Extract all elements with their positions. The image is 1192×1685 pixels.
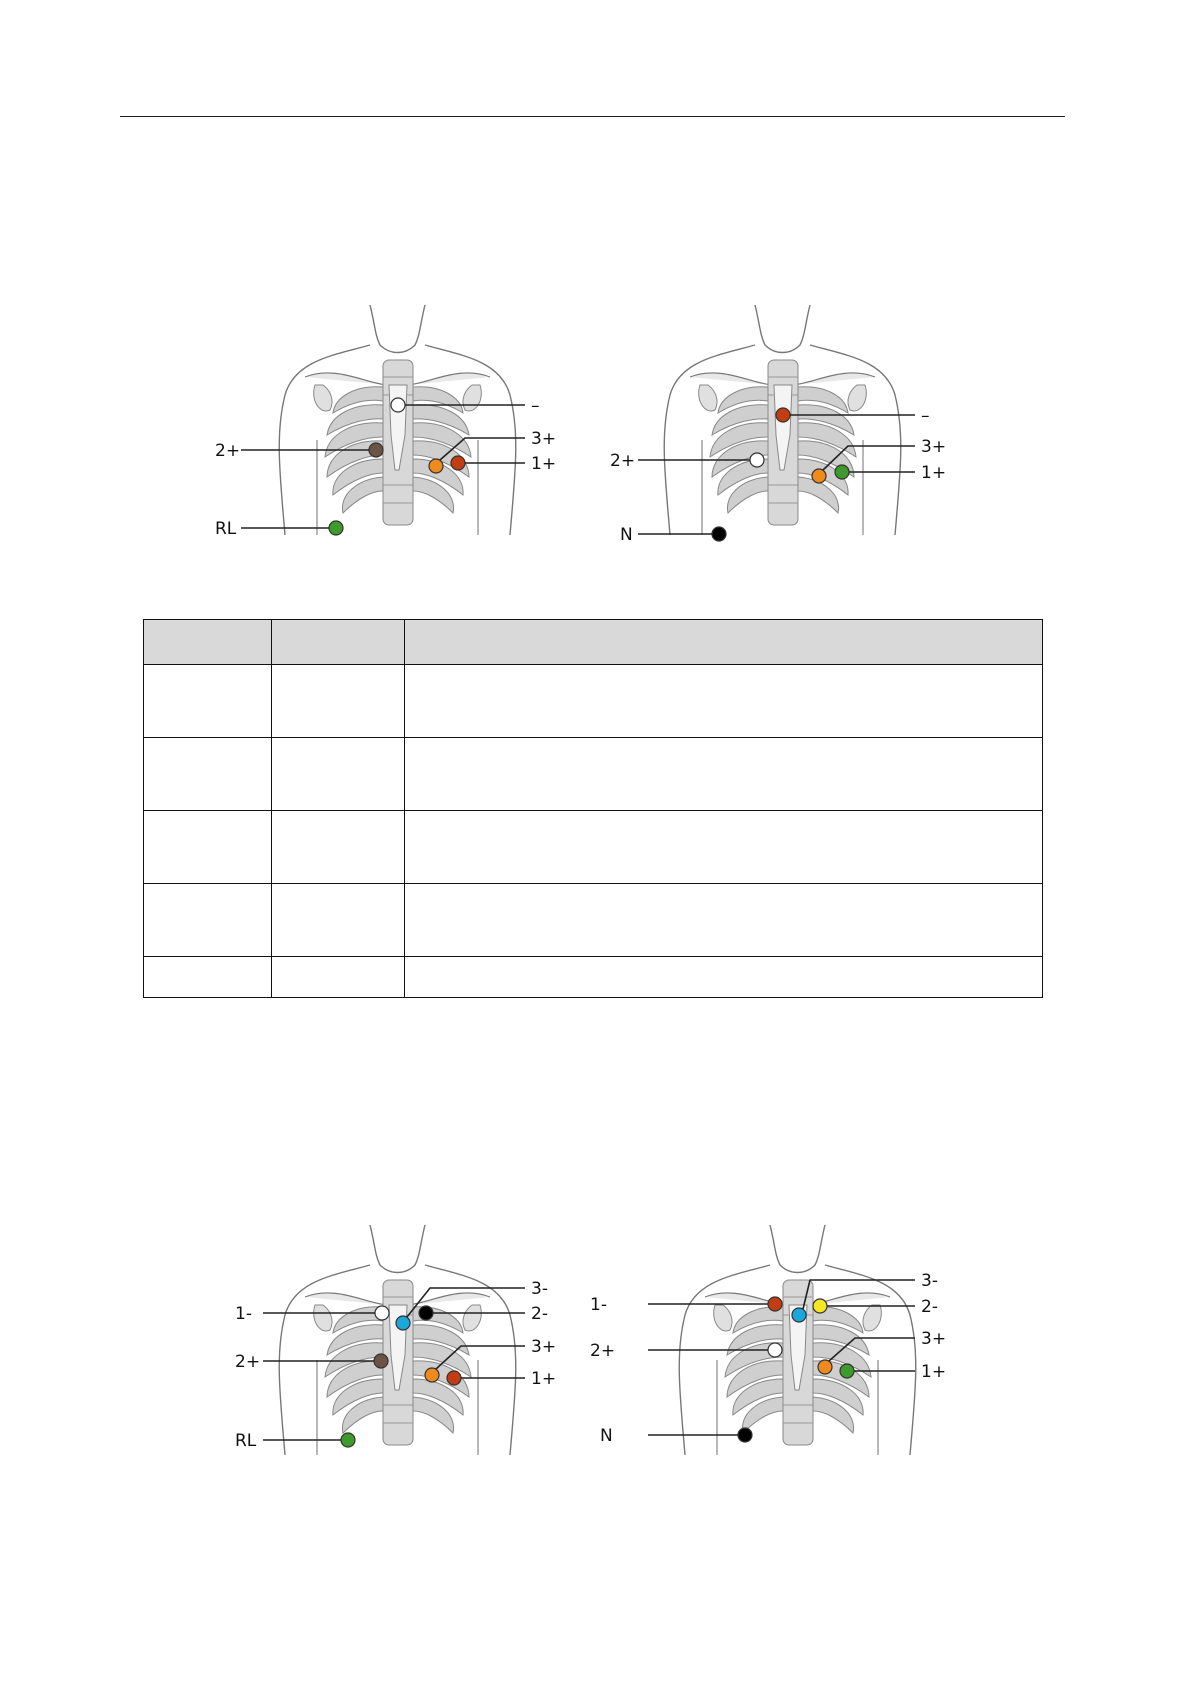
electrode-1minus — [768, 1297, 782, 1311]
figure-bottom-right — [590, 1225, 980, 1470]
table-row — [144, 884, 1043, 957]
lead-label: 2- — [531, 1304, 548, 1324]
electrode-3plus — [425, 1368, 439, 1382]
lead-label: 3+ — [921, 437, 947, 457]
electrode-diagram — [610, 305, 970, 555]
lead-label: RL — [235, 1431, 257, 1451]
lead-label: 2+ — [590, 1341, 616, 1361]
electrode-2plus — [768, 1343, 782, 1357]
lead-label: N — [600, 1426, 613, 1446]
electrode-1plus — [447, 1371, 461, 1385]
electrode-3minus — [396, 1316, 410, 1330]
lead-label: 1+ — [921, 1362, 947, 1382]
electrode-3minus — [792, 1308, 806, 1322]
electrode-3plus — [429, 459, 443, 473]
table-cell — [405, 957, 1043, 998]
electrode-2plus — [374, 1354, 388, 1368]
table-header-cell — [144, 620, 272, 665]
table-cell — [272, 738, 405, 811]
electrode-diagram — [235, 1225, 595, 1470]
lead-label: – — [921, 406, 930, 426]
lead-label: – — [531, 396, 540, 416]
electrode-diagram — [215, 305, 595, 545]
lead-label: 3+ — [531, 429, 557, 449]
lead-label: 3+ — [921, 1329, 947, 1349]
electrode-n — [738, 1428, 752, 1442]
figure-bottom-left — [235, 1225, 595, 1470]
electrode-2plus — [369, 443, 383, 457]
electrode-1minus — [375, 1306, 389, 1320]
electrode-2plus — [750, 453, 764, 467]
lead-label: 2+ — [610, 451, 636, 471]
table-row — [144, 738, 1043, 811]
table-header-row — [144, 620, 1043, 665]
lead-label: 1+ — [531, 454, 557, 474]
lead-label: 2- — [921, 1297, 938, 1317]
electrode-3plus — [818, 1360, 832, 1374]
electrode-2minus — [419, 1306, 433, 1320]
lead-label: 3+ — [531, 1337, 557, 1357]
electrode-1plus — [451, 456, 465, 470]
electrode-2minus — [813, 1299, 827, 1313]
electrode-1plus — [835, 465, 849, 479]
figure-top-left — [215, 305, 595, 545]
electrode-minus — [391, 398, 405, 412]
electrode-rl — [329, 521, 343, 535]
lead-label: 1+ — [921, 463, 947, 483]
table-cell — [405, 738, 1043, 811]
lead-label: 1- — [235, 1304, 252, 1324]
table-cell — [405, 665, 1043, 738]
table-header-cell — [405, 620, 1043, 665]
electrode-minus — [776, 408, 790, 422]
lead-label: 3- — [531, 1279, 548, 1299]
lead-label: 2+ — [215, 441, 241, 461]
electrode-rl — [341, 1433, 355, 1447]
table-row — [144, 957, 1043, 998]
electrode-n — [712, 527, 726, 541]
table-row — [144, 665, 1043, 738]
lead-label: 2+ — [235, 1352, 261, 1372]
table-cell — [144, 665, 272, 738]
figure-top-right — [610, 305, 970, 555]
table-cell — [272, 665, 405, 738]
table-row — [144, 811, 1043, 884]
electrode-diagram — [590, 1225, 980, 1470]
table-cell — [272, 811, 405, 884]
electrode-table — [143, 619, 1043, 998]
lead-label: 1+ — [531, 1369, 557, 1389]
table-cell — [272, 957, 405, 998]
lead-label: 3- — [921, 1271, 938, 1291]
lead-label: RL — [215, 519, 237, 539]
table-cell — [144, 811, 272, 884]
table-cell — [144, 884, 272, 957]
table-cell — [272, 884, 405, 957]
lead-label: N — [620, 525, 633, 545]
page-header-rule — [120, 116, 1065, 117]
table-header-cell — [272, 620, 405, 665]
table-cell — [405, 811, 1043, 884]
table-cell — [144, 738, 272, 811]
electrode-3plus — [812, 469, 826, 483]
table-cell — [405, 884, 1043, 957]
table-cell — [144, 957, 272, 998]
electrode-1plus — [840, 1364, 854, 1378]
lead-label: 1- — [590, 1295, 607, 1315]
